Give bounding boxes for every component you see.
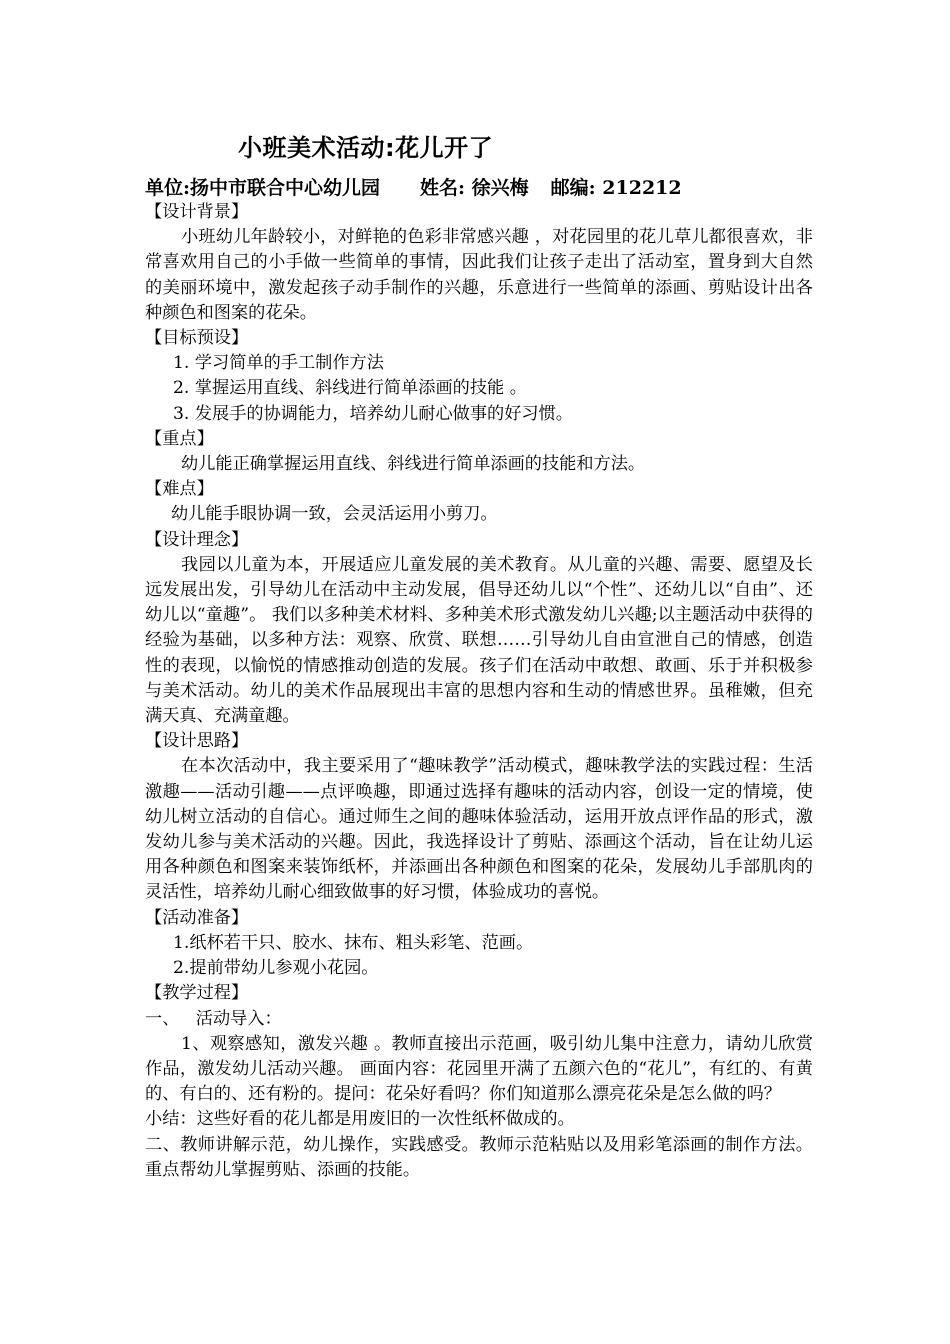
page-title: 小班美术活动:花儿开了 <box>238 134 494 162</box>
author-name: 姓名: 徐兴梅 <box>420 177 529 199</box>
document-body <box>145 200 813 1183</box>
section-heading-idea: 【设计思路】 <box>145 731 249 752</box>
idea-paragraph: 在本次活动中，我主要采用了“趣味教学”活动模式，趣味教学法的实践过程：生活激趣——活动引趣——点评唤趣，即通过选择有趣味的活动内容，创设一定的情境，使幼儿树立活动的自信心。通过师生之间的趣味体验活动，运用开放点评作品的形式，激发幼儿参与美术活动的兴趣。因此，我选择设计了剪贴、添画这个活动，旨在让幼儿运用各种颜色和图案来装饰纸杯，并添画出各种颜色和图案的花朵，发展幼儿手部肌肉的灵活性，培养幼儿耐心细致做事的好习惯，体验成功的喜悦。 <box>145 756 813 903</box>
key-point-text: 幼儿能正确掌握运用直线、斜线进行简单添画的技能和方法。 <box>181 454 646 475</box>
author-info <box>145 173 682 200</box>
prep-item-2: 2.提前带幼儿参观小花园。 <box>173 958 379 979</box>
prep-item-1: 1.纸杯若干只、胶水、抹布、粗头彩笔、范画。 <box>173 932 534 953</box>
step-2-paragraph: 二、教师讲解示范，幼儿操作，实践感受。教师示范粘贴以及用彩笔添画的制作方法。重点帮幼儿掌握剪贴、添画的技能。 <box>145 1134 813 1180</box>
background-paragraph: 小班幼儿年龄较小，对鲜艳的色彩非常感兴趣 ，对花园里的花儿草儿都很喜欢，非常喜欢用自己的小手做一些简单的事情，因此我们让孩子走出了活动室，置身到大自然的美丽环境中，激发起孩子动手制作的兴趣，乐意进行一些简单的添画、剪贴设计出各种颜色和图案的花朵。 <box>145 227 813 323</box>
unit-label: 单位:扬中市联合中心幼儿园 <box>145 177 381 199</box>
postcode: 邮编: 212212 <box>550 177 682 199</box>
section-heading-background: 【设计背景】 <box>145 202 249 222</box>
section-heading-difficulty: 【难点】 <box>145 479 214 500</box>
concept-paragraph: 我园以儿童为本，开展适应儿童发展的美术教育。从儿童的兴趣、需要、愿望及长远发展出发，引导幼儿在活动中主动发展，倡导还幼儿以“个性”、还幼儿以“自由”、还幼儿以“童趣”。 我们以多种美术材料、多种美术形式激发幼儿兴趣;以主题活动中获得的经验为基础，以多种方法：观察、欣赏、联想……引导幼儿自由宣泄自己的情感，创造性的表现，以愉悦的情感推动创造的发展。孩子们在活动中敢想、敢画、乐于并积极参与美术活动。幼儿的美术作品展现出丰富的思想内容和生动的情感世界。虽稚嫩，但充满天真、充满童趣。 <box>145 554 813 727</box>
section-heading-key-point: 【重点】 <box>145 428 214 449</box>
step-1-paragraph: 1、观察感知，激发兴趣 。教师直接出示范画，吸引幼儿集中注意力，请幼儿欣赏作品，激发幼儿活动兴趣。 画面内容：花园里开满了五颜六色的“花儿”，有红的、有黄的、有白的、还有粉的。提问：花朵好看吗？你们知道那么漂亮花朵是怎么做的吗？ <box>145 1033 813 1105</box>
step-1-heading: 一、 活动导入： <box>145 1008 282 1029</box>
goal-item-3: 3. 发展手的协调能力，培养幼儿耐心做事的好习惯。 <box>173 403 573 424</box>
section-heading-process: 【教学过程】 <box>145 983 249 1004</box>
summary-line: 小结：这些好看的花儿都是用废旧的一次性纸杯做成的。 <box>145 1109 575 1130</box>
section-heading-preparation: 【活动准备】 <box>145 907 249 928</box>
difficulty-text: 幼儿能手眼协调一致，会灵活运用小剪刀。 <box>171 504 498 525</box>
goal-item-1: 1. 学习简单的手工制作方法 <box>173 353 384 374</box>
section-heading-goals: 【目标预设】 <box>145 328 249 349</box>
section-heading-concept: 【设计理念】 <box>145 529 249 550</box>
goal-item-2: 2. 掌握运用直线、斜线进行简单添画的技能 。 <box>173 378 527 399</box>
